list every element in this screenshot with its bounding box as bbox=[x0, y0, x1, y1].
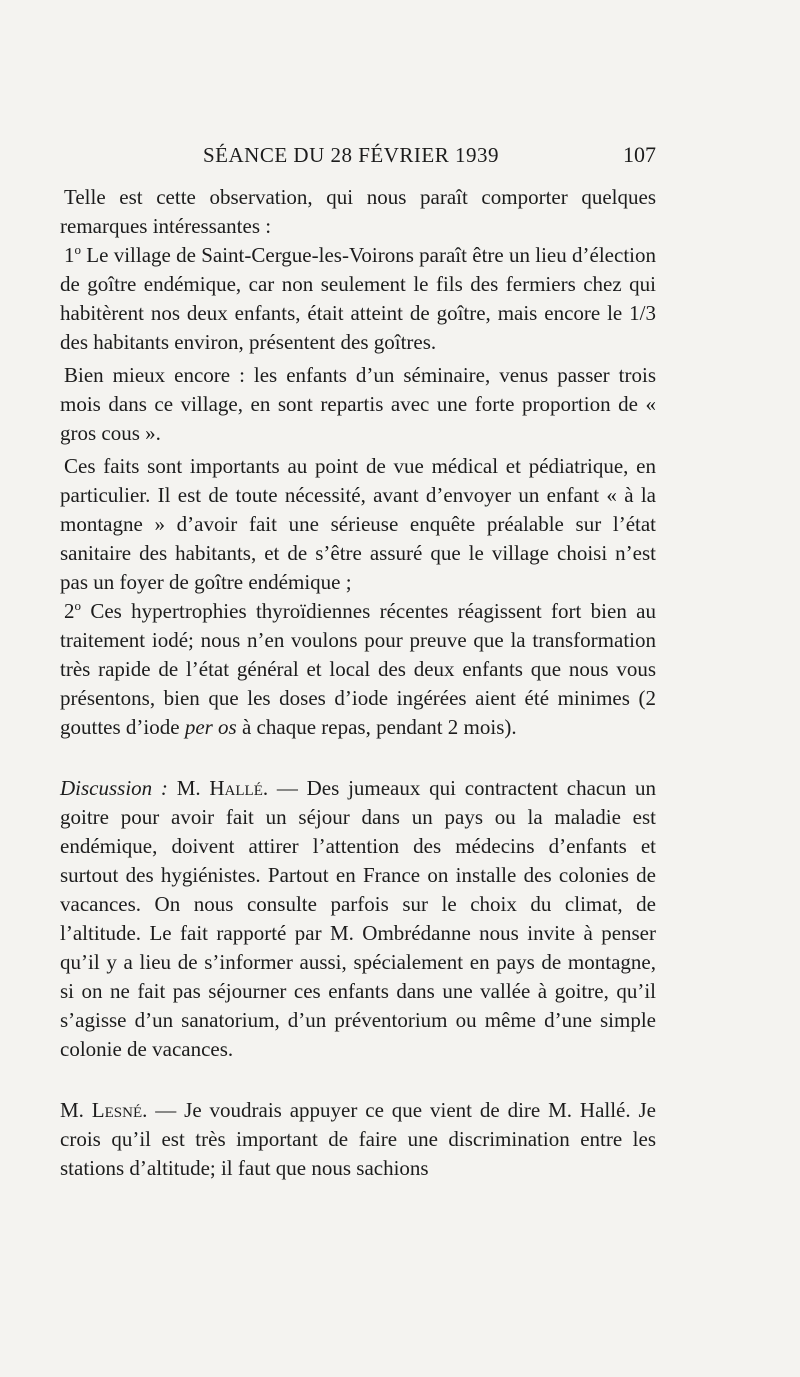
paragraph-point-1 bbox=[60, 241, 656, 357]
paragraph-text: Bien mieux encore : les enfants d’un séminaire, venus passer trois mois dans ce village, en sont repartis avec une forte proportion de « gros cous ». bbox=[60, 363, 656, 445]
discussion-label: Discussion : bbox=[60, 776, 168, 800]
speaker-name: M. Lesné. bbox=[60, 1098, 148, 1122]
paragraph-text: Le village de Saint-Cergue-les-Voirons paraît être un lieu d’élection de goître endémique, car non seulement le fils des fermiers chez qui habitèrent nos deux enfants, était atteint de goître, mais encore le 1/3 des habitants environ, présentent des goîtres. bbox=[60, 243, 656, 354]
paragraph-text: — Des jumeaux qui contractent chacun un goitre pour avoir fait un séjour dans un pays ou la maladie est endémique, doivent attirer l’attention des médecins d’enfants et surtout des hygiénistes. Partout en France on installe des colonies de vacances. On nous consulte parfois sur le choix du climat, de l’altitude. Le fait rapporté par M. Ombrédanne nous invite à penser qu’il y a lieu de s’informer aussi, spécialement en pays de montagne, si on ne fait pas séjourner ces enfants dans une vallée à goitre, qu’il s’agisse d’un sanatorium, d’un préventorium ou même d’une simple colonie de vacances. bbox=[60, 776, 656, 1061]
paragraph-discussion bbox=[60, 774, 656, 1064]
paragraph-point-2 bbox=[60, 597, 656, 742]
point-number: 1 bbox=[64, 243, 75, 267]
running-title: SÉANCE DU 28 FÉVRIER 1939 bbox=[203, 143, 500, 167]
page-number: 107 bbox=[623, 142, 656, 167]
body-text bbox=[60, 183, 656, 1183]
paragraph-text: à chaque repas, pendant 2 mois). bbox=[236, 715, 517, 739]
italic-latin-term: per os bbox=[184, 715, 237, 739]
paragraph-text: Ces faits sont importants au point de vue médical et pédiatrique, en particulier. Il est de toute nécessité, avant d’envoyer un enfant « à la montagne » d’avoir fait une sérieuse enquête préalable sur l’état sanitaire des habitants, et de s’être assuré que le village choisi n’est pas un foyer de goître endémique ; bbox=[60, 454, 656, 594]
point-number: 2 bbox=[64, 599, 75, 623]
speaker-name: M. Hallé. bbox=[167, 776, 269, 800]
paragraph-intro bbox=[60, 183, 656, 241]
ordinal-superscript: o bbox=[74, 598, 81, 613]
paragraph-seminary bbox=[60, 361, 656, 448]
paragraph-text: Ces hypertrophies thyroïdiennes récentes réagissent fort bien au traitement iodé; nous n’en voulons pour preuve que la transformation très rapide de l’état général et local des deux enfants que nous vous présentons, bien que les doses d’iode ingérées aient été minimes (2 gouttes d’iode bbox=[60, 599, 656, 739]
paragraph-importance bbox=[60, 452, 656, 597]
ordinal-superscript: o bbox=[74, 242, 81, 257]
paragraph-lesne bbox=[60, 1096, 656, 1183]
paragraph-text: — Je voudrais appuyer ce que vient de dire M. Hallé. Je crois qu’il est très important de faire une discrimination entre les stations d’altitude; il faut que nous sachions bbox=[60, 1098, 657, 1180]
paragraph-text: Telle est cette observation, qui nous paraît comporter quelques remarques intéressantes : bbox=[60, 185, 656, 238]
